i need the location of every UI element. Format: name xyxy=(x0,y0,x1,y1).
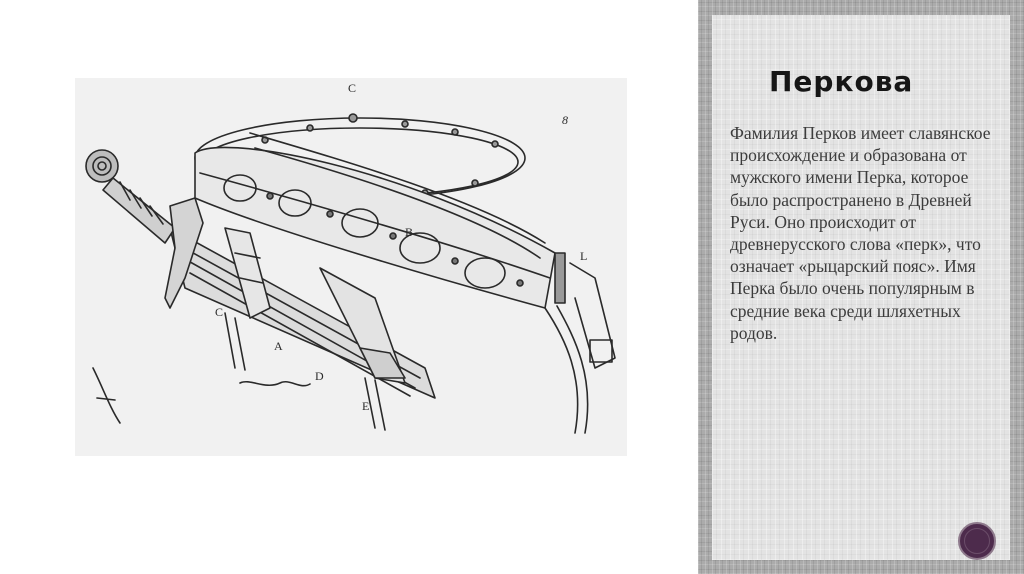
label-8: 8 xyxy=(562,113,568,127)
belt-and-sword-engraving xyxy=(75,78,627,456)
label-d: D xyxy=(315,369,324,383)
label-e: E xyxy=(362,399,370,413)
label-b: B xyxy=(405,225,414,239)
slide-title: Перкова xyxy=(769,65,914,98)
label-l: L xyxy=(580,249,588,263)
label-a: A xyxy=(274,339,283,353)
slide-nav-button[interactable] xyxy=(958,522,996,560)
label-c-top: C xyxy=(348,81,357,95)
label-c-left: C xyxy=(215,305,224,319)
slide-body-text: Фамилия Перков имеет славянское происхождение и образована от мужского имени Перка, которое было распространено в Древней Руси. Оно происходит от древнерусского слова «перк», что означает «рыцарский пояс». Имя Перка было очень популярным в средние века среди шляхетных родов. xyxy=(730,123,991,343)
